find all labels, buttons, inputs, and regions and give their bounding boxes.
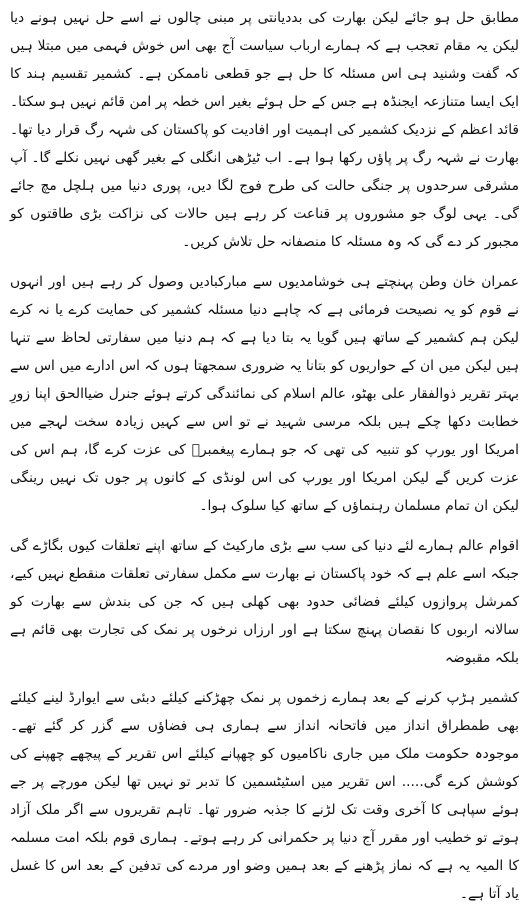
article-paragraph-2: عمران خان وطن پہنچتے ہی خوشامدیوں سے مبارکبادیں وصول کر رہے ہیں اور انہوں نے قوم کو یہ نصیحت فرمائی ہے کہ چاہے دنیا مسئلہ کشمیر کی حمایت کرے یا نہ کرے لیکن ہم کشمیر کے ساتھ ہیں گویا یہ بتا دیا ہے کہ ہم دنیا میں سفارتی لحاظ سے تنہا ہیں لیکن میں ان کے حواریوں کو بتانا یہ ضروری سمجھتا ہوں کہ اس ادارے میں اس سے بہتر تقریر ذوالفقار علی بھٹو، عالم اسلام کی نمائندگی کرتے ہوئے جنرل ضیاالحق اپنا زورِ خطابت دکھا چکے ہیں بلکہ مرسی شہید نے تو اس سے کہیں زیادہ سخت لہجے میں امریکا اور یورپ کو تنبیہ کی تھی کہ جو ہمارے پیغمبرؐ کی عزت کرے گا، ہم اس کی عزت کریں گے لیکن امریکا اور یورپ کی اس لونڈی کے کانوں پر جوں تک نہیں رینگی لیکن ان تمام مسلمان رہنماؤں کے ساتھ کیا سلوک ہوا۔ (10, 274, 519, 514)
article-paragraph-1: مطابق حل ہو جائے لیکن بھارت کی بددیانتی پر مبنی چالوں نے اسے حل نہیں ہونے دیا لیکن یہ مقام تعجب ہے کہ ہمارے ارباب سیاست آج بھی اس خوش فہمی میں مبتلا ہیں کہ گفت وشنید ہی اس مسئلہ کا حل ہے جو قطعی ناممکن ہے۔ کشمیر تقسیم ہند کا ایک ایسا متنازعہ ایجنڈہ ہے جس کے حل ہوئے بغیر اس خطہ پر امن قائم نہیں ہو سکتا۔ قائد اعظم کے نزدیک کشمیر کی اہمیت اور افادیت کو پاکستان کی شہہ رگ قرار دیا تھا۔ بھارت نے شہہ رگ پر پاؤں رکھا ہوا ہے۔ اب ٹیڑھی انگلی کے بغیر گھی نہیں نکلے گا۔ آپ مشرقی سرحدوں پر جنگی حالت کی طرح فوج لگا دیں، پوری دنیا میں ہلچل مچ جائے گی۔ یہی لوگ جو مشوروں پر قناعت کر رہے ہیں حالات کی نزاکت بڑی طاقتوں کو مجبور کر دے گی کہ وہ مسئلہ کا منصفانہ حل تلاش کریں۔ (10, 10, 519, 250)
article-paragraph-3: اقوام عالم ہمارے لئے دنیا کی سب سے بڑی مارکیٹ کے ساتھ اپنے تعلقات کیوں بگاڑے گی جبکہ اسے علم ہے کہ خود پاکستان نے بھارت سے مکمل سفارتی تعلقات منقطع نہیں کیے، کمرشل پروازوں کیلئے فضائی حدود بھی کھلی ہیں کہ جن کی بندش سے بھارت کو سالانہ اربوں کا نقصان پہنچ سکتا ہے اور ارزاں نرخوں پر نمک کی تجارت بھی قائم ہے بلکہ مقبوضہ (10, 538, 519, 666)
article-paragraph-4: کشمیر ہڑپ کرنے کے بعد ہمارے زخموں پر نمک چھڑکنے کیلئے دبئی سے ایوارڈ لینے کیلئے بھی طمطراق انداز میں فاتحانہ انداز سے ہماری ہی فضاؤں سے گزر کر گئے تھے۔ موجودہ حکومت ملک میں جاری ناکامیوں کو چھپانے کیلئے اس تقریر کے پیچھے چھپنے کی کوشش کرے گی..... اس تقریر میں اسٹیٹسمین کا تدبر تو نہیں تھا لیکن مورچے پر جے ہوئے سپاہی کا آخری وقت تک لڑنے کا جذبہ ضرور تھا۔ تاہم تقریروں سے اگر ملک آزاد ہوتے تو خطیب اور مقرر آج دنیا پر حکمرانی کر رہے ہوتے۔ ہماری قوم بلکہ امت مسلمہ کا المیہ یہ ہے کہ نماز پڑھنے کے بعد ہمیں وضو اور مردے کی تدفین کے بعد اس کا غسل یاد آتا ہے۔ (10, 690, 519, 902)
